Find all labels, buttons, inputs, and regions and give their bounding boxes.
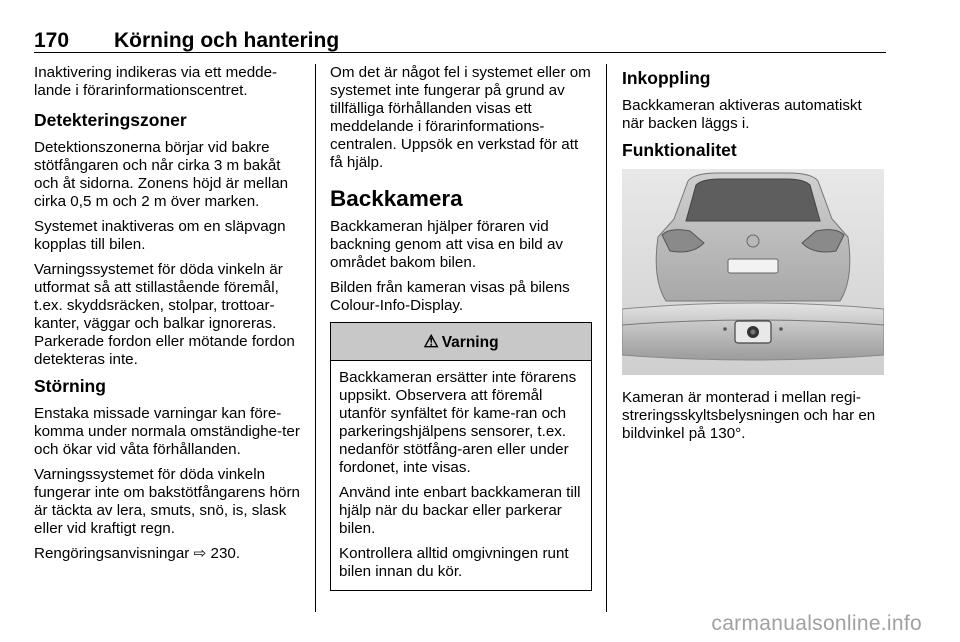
paragraph: Kameran är monterad i mellan regi-streringsskyltsbelysningen och har en bildvinkel på 130°.	[622, 389, 876, 442]
paragraph: Backkameran hjälper föraren vid backning genom att visa en bild av området bakom bilen.	[330, 218, 564, 271]
section-heading: Störning	[34, 376, 106, 396]
paragraph: Enstaka missade varningar kan före-komma under normala omständighe-ter och ökar vid våta förhållanden.	[34, 405, 300, 458]
paragraph: Detektionszonerna börjar vid bakre stötfångaren och når cirka 3 m bakåt och åt sidorna. Zonens höjd är mellan cirka 0,5 m och 2 m över marken.	[34, 139, 289, 210]
cross-reference: Rengöringsanvisningar ⇨ 230.	[34, 545, 241, 562]
rear-camera-illustration	[622, 169, 884, 375]
paragraph: Bilden från kameran visas på bilens Colour-Info-Display.	[330, 279, 570, 314]
paragraph: Backkameran aktiveras automatiskt när backen läggs i.	[622, 97, 862, 132]
chapter-heading: Backkamera	[330, 186, 463, 211]
page-title: Körning och hantering	[114, 29, 340, 52]
warning-header	[331, 323, 591, 361]
column-right	[622, 64, 886, 450]
warning-box	[330, 322, 592, 591]
section-heading: Funktionalitet	[622, 140, 737, 160]
page-number: 170	[34, 29, 70, 52]
warning-paragraph: Använd inte enbart backkameran till hjälp när du backar eller parkerar bilen.	[339, 484, 581, 537]
warning-title: Varning	[441, 334, 499, 351]
page-header	[34, 27, 886, 53]
paragraph: Varningssystemet för döda vinkeln fungerar inte om bakstötfångarens hörn är täckta av lera, smuts, snö, is, slask eller vid kraftigt regn.	[34, 466, 300, 537]
column-left	[34, 64, 308, 570]
watermark: carmanualsonline.info	[711, 612, 922, 635]
paragraph: Varningssystemet för döda vinkeln är utformat så att stillastående föremål, t.ex. skyddsräcken, stolpar, trottoar-kanter, väggar och balkar ignoreras. Parkerade fordon eller mötande fordon detekteras inte.	[34, 261, 295, 368]
column-middle	[330, 64, 592, 591]
column-divider	[606, 64, 607, 612]
paragraph: Inaktivering indikeras via ett medde-lande i förarinformationscentret.	[34, 64, 278, 99]
paragraph: Systemet inaktiveras om en släpvagn kopplas till bilen.	[34, 218, 286, 253]
warning-paragraph: Kontrollera alltid omgivningen runt bilen innan du kör.	[339, 545, 569, 580]
warning-paragraph: Backkameran ersätter inte förarens uppsikt. Observera att föremål utanför synfältet för kame-ran och parkeringshjälpens sensorer, t.ex. nedanför stötfång-aren eller under fordonet, inte visas.	[339, 369, 577, 476]
section-heading: Detekteringszoner	[34, 110, 187, 130]
column-divider	[315, 64, 316, 612]
paragraph: Om det är något fel i systemet eller om systemet inte fungerar på grund av tillfälliga förhållanden visas ett meddelande i förarinformations-centralen. Uppsök en verkstad för att få hjälp.	[330, 64, 591, 171]
warning-body	[331, 361, 591, 590]
warning-icon: ⚠	[423, 332, 439, 351]
section-heading: Inkoppling	[622, 68, 711, 88]
